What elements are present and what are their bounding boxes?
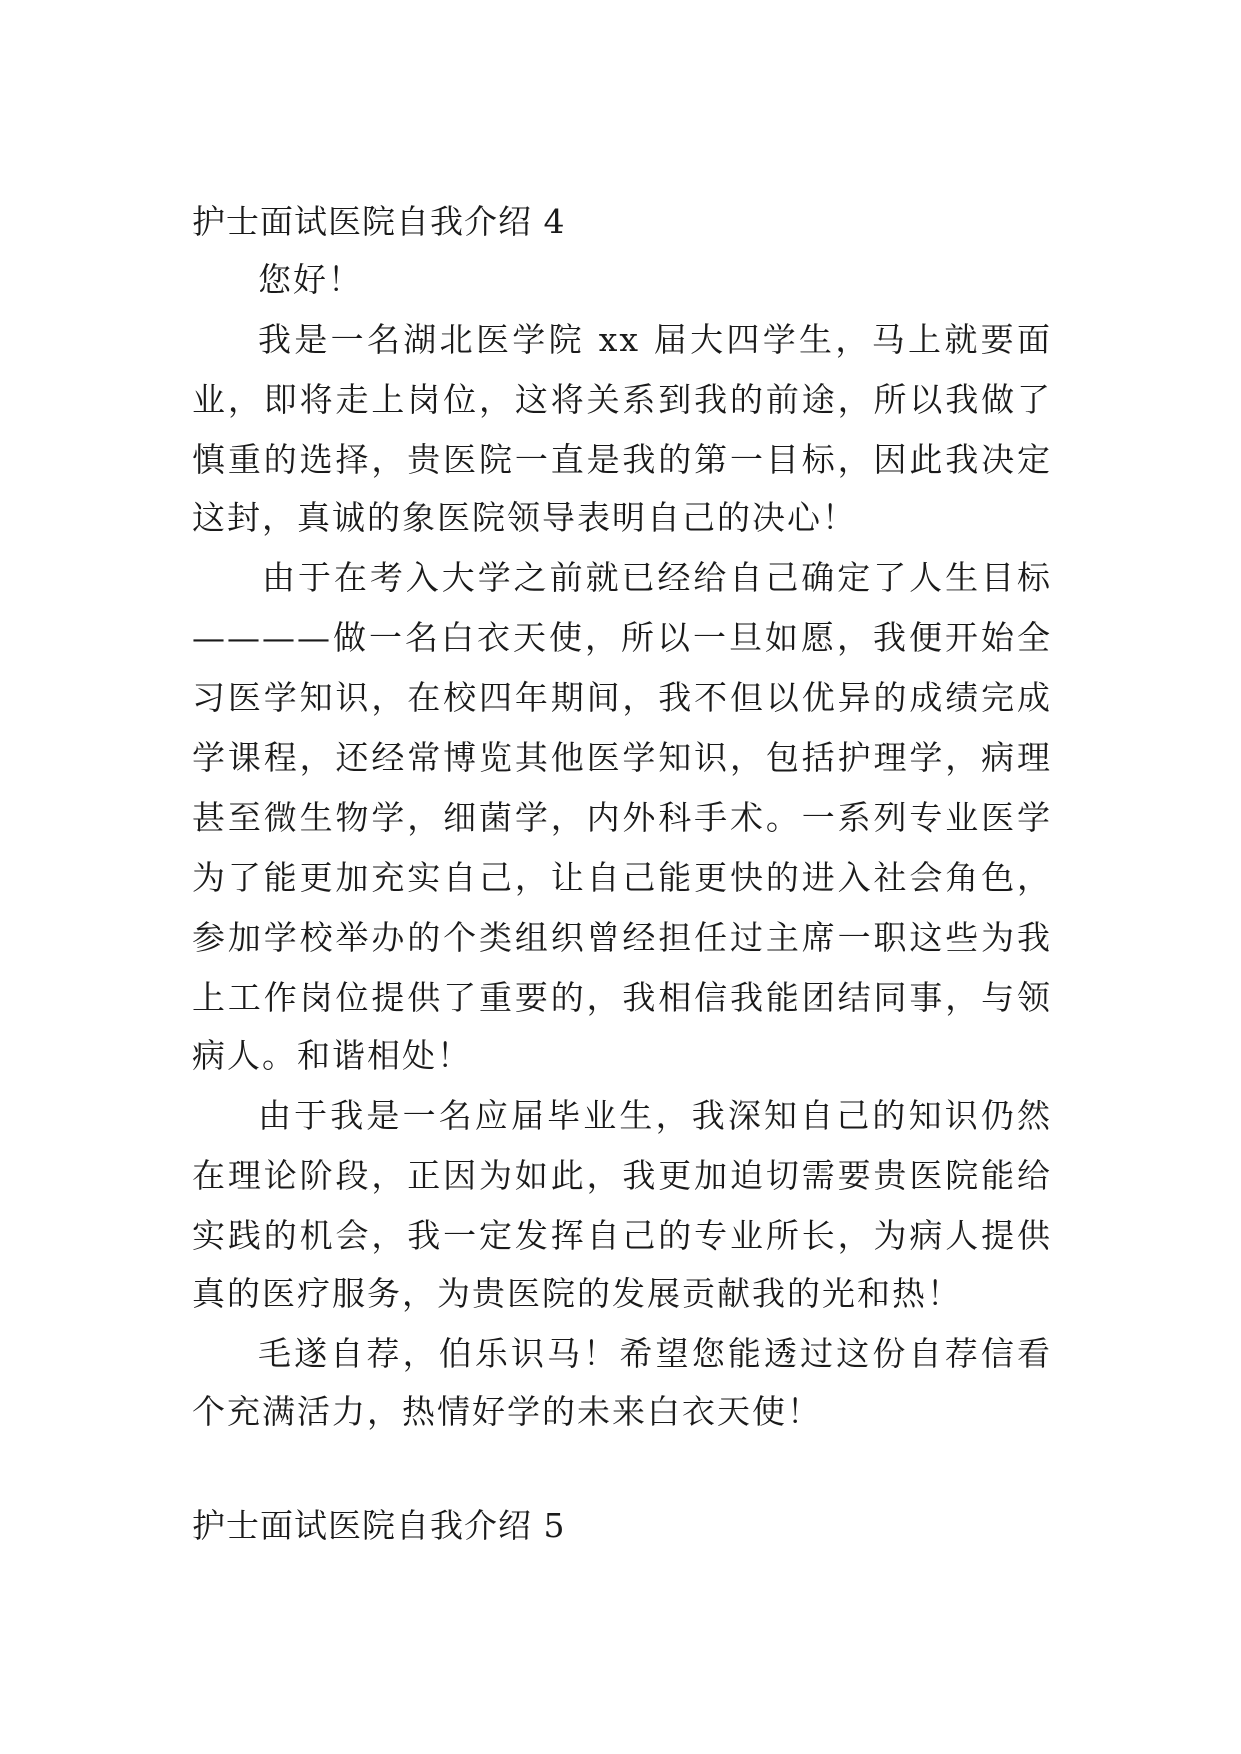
paragraph-line: 病人。和谐相处！: [192, 1036, 472, 1075]
paragraph-line: 学课程，还经常博览其他医学知识，包括护理学，病理: [192, 738, 1052, 777]
paragraph-line: 由于在考入大学之前就已经给自己确定了人生目标: [262, 558, 1052, 597]
paragraph-line: 慎重的选择，贵医院一直是我的第一目标，因此我决定: [192, 440, 1052, 479]
greeting: 您好！: [258, 260, 363, 299]
paragraph-line: 在理论阶段，正因为如此，我更加迫切需要贵医院能给: [192, 1156, 1052, 1195]
paragraph-line: 真的医疗服务，为贵医院的发展贡献我的光和热！: [192, 1274, 962, 1313]
paragraph-line: 毛遂自荐，伯乐识马！希望您能透过这份自荐信看: [258, 1334, 1052, 1373]
paragraph-line: 这封，真诚的象医院领导表明自己的决心！: [192, 498, 857, 537]
section-heading-4: 护士面试医院自我介绍 4: [192, 202, 566, 241]
paragraph-line: ————做一名白衣天使，所以一旦如愿，我便开始全: [192, 618, 1052, 657]
paragraph-line: 习医学知识，在校四年期间，我不但以优异的成绩完成: [192, 678, 1052, 717]
section-heading-5: 护士面试医院自我介绍 5: [192, 1506, 566, 1545]
paragraph-line: 我是一名湖北医学院 xx 届大四学生，马上就要面: [258, 320, 1052, 359]
paragraph-line: 参加学校举办的个类组织曾经担任过主席一职这些为我: [192, 918, 1052, 957]
paragraph-line: 由于我是一名应届毕业生，我深知自己的知识仍然: [258, 1096, 1052, 1135]
paragraph-line: 实践的机会，我一定发挥自己的专业所长，为病人提供: [192, 1216, 1052, 1255]
paragraph-line: 业，即将走上岗位，这将关系到我的前途，所以我做了: [192, 380, 1052, 419]
paragraph-line: 上工作岗位提供了重要的，我相信我能团结同事，与领: [192, 978, 1052, 1017]
paragraph-line: 个充满活力，热情好学的未来白衣天使！: [192, 1392, 822, 1431]
paragraph-line: 甚至微生物学，细菌学，内外科手术。一系列专业医学: [192, 798, 1052, 837]
paragraph-line: 为了能更加充实自己，让自己能更快的进入社会角色，: [192, 858, 1052, 897]
